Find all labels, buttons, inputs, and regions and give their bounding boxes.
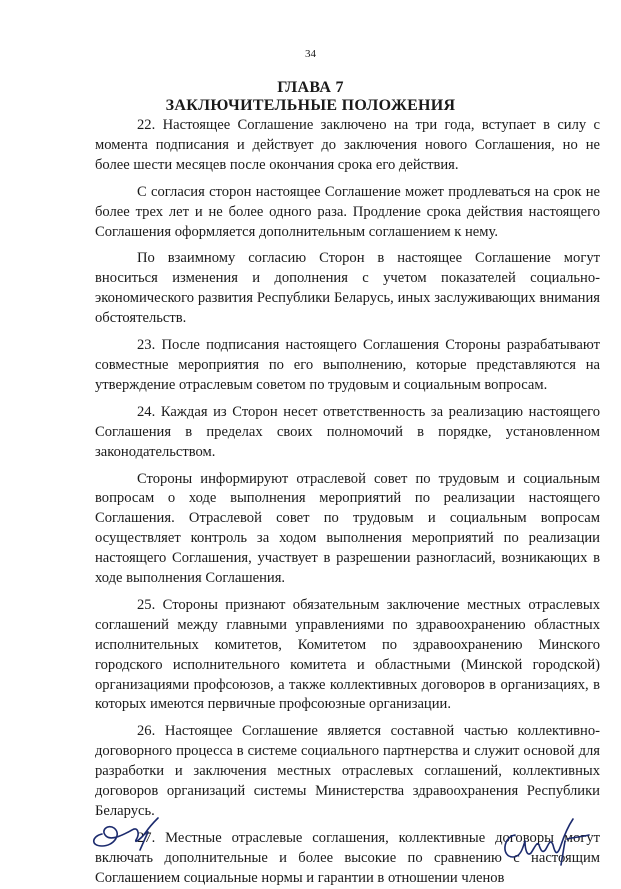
section-title: ЗАКЛЮЧИТЕЛЬНЫЕ ПОЛОЖЕНИЯ	[165, 97, 456, 114]
paragraph-24-council: Стороны информируют отраслевой совет по трудовым и социальным вопросам о ходе выполнения мероприятий по реализации настоящего Соглашения. Отраслевой совет по трудовым и социальным вопросам осуществляет контроль за ходом выполнения мероприятий по реализации настоящего Соглашения, участвует в разрешении разногласий, возникающих в ходе выполнения Соглашения.	[95, 470, 600, 587]
page-number: 34	[305, 48, 316, 60]
signature-right	[495, 815, 595, 867]
chapter-title: ГЛАВА 7	[277, 79, 344, 96]
paragraph-25: 25. Стороны признают обязательным заключение местных отраслевых соглашений между главными управлениями по здравоохранению областных исполнительных комитетов, Комитетом по здравоохранению Минского городского исполнительного комитета и областными (Минской городской) организациями профсоюзов, а также коллективных договоров в организациях, в которых имеются первичные профсоюзные организации.	[95, 596, 600, 713]
paragraph-26: 26. Настоящее Соглашение является составной частью коллективно-договорного процесса в системе социального партнерства и служит основой для разработки и заключения местных отраслевых соглашений, коллективных договоров организаций системы Министерства здравоохранения Республики Беларусь.	[95, 723, 600, 819]
signature-left	[88, 812, 168, 852]
paragraph-24: 24. Каждая из Сторон несет ответственность за реализацию настоящего Соглашения в пределах своих полномочий в порядке, установленном законодательством.	[95, 403, 600, 460]
paragraph-27: 27. Местные отраслевые соглашения, коллективные договоры могут включать дополнительные и более высокие по сравнению с настоящим Соглашением социальные нормы и гарантии в отношении членов	[95, 829, 600, 886]
document-body	[95, 116, 600, 889]
paragraph-22: 22. Настоящее Соглашение заключено на три года, вступает в силу с момента подписания и действует до заключения нового Соглашения, но не более шести месяцев после окончания срока его действия.	[95, 117, 600, 173]
paragraph-23: 23. После подписания настоящего Соглашения Стороны разрабатывают совместные мероприятия по его выполнению, которые представляются на утверждение отраслевым советом по трудовым и социальным вопросам.	[95, 337, 600, 393]
paragraph-22-amendments: По взаимному согласию Сторон в настоящее Соглашение могут вноситься изменения и дополнения с учетом показателей социально-экономического развития Республики Беларусь, иных заслуживающих внимания обстоятельств.	[95, 250, 600, 327]
paragraph-22-extension: С согласия сторон настоящее Соглашение может продлеваться на срок не более трех лет и не более одного раза. Продление срока действия настоящего Соглашения оформляется дополнительным соглашением к нему.	[95, 183, 600, 240]
